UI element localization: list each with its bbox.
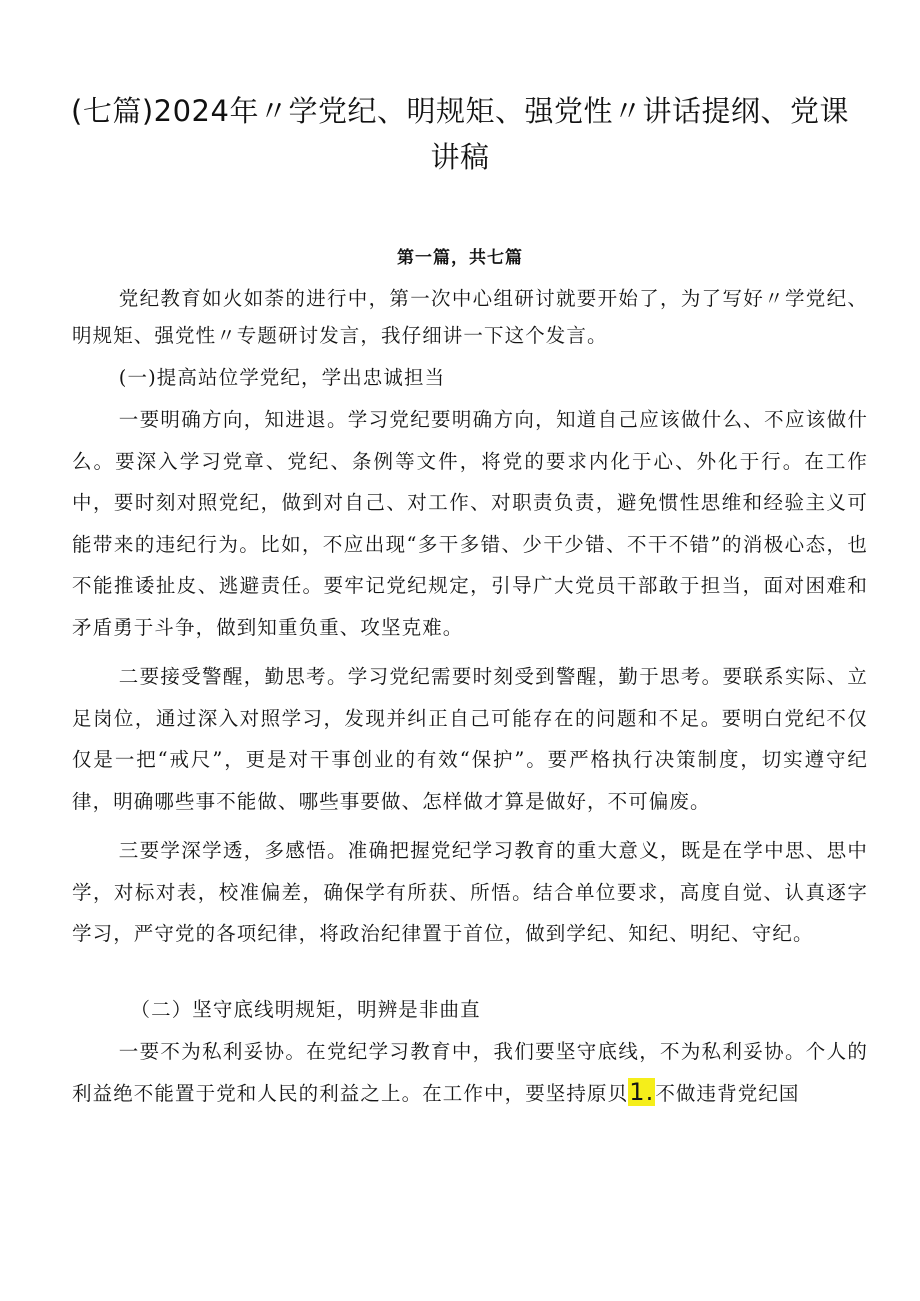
section-1-paragraph-1: 一要明确方向，知进退。学习党纪要明确方向，知道自己应该做什么、不应该做什么。要深入学习党章、党纪、条例等文件，将党的要求内化于心、外化于行。在工作中，要时刻对照党纪，做到对自己、对工作、对职责负责，避免惯性思维和经验主义可能带来的违纪行为。比如，不应出现“多干多错、少干少错、不干不错”的消极心态，也不能推诿扯皮、逃避责任。要牢记党纪规定，引导广大党员干部敢于担当，面对困难和矛盾勇于斗争，做到知重负重、攻坚克难。 [72, 408, 868, 639]
title-line-1: (七篇)2024年〃学党纪、明规矩、强党性〃讲话提纲、党课 [71, 94, 849, 128]
section-1-paragraph-2: 二要接受警醒，勤思考。学习党纪需要时刻受到警醒，勤于思考。要联系实际、立足岗位，通过深入对照学习，发现并纠正自己可能存在的问题和不足。要明白党纪不仅仅是一把“戒尺”，更是对干事创业的有效“保护”。要严格执行决策制度，切实遵守纪律，明确哪些事不能做、哪些事要做、怎样做才算是做好，不可偏废。 [72, 665, 868, 813]
section-1-heading: (一)提高站位学党纪，学出忠诚担当 [118, 366, 446, 389]
section-2-heading: （二）坚守底线明规矩，明辨是非曲直 [130, 997, 481, 1021]
section-2-paragraph-1-text-b: 不做违背党纪国 [655, 1082, 800, 1105]
document-body [72, 280, 868, 1123]
section-1-paragraph-3: 三要学深学透，多感悟。准确把握党纪学习教育的重大意义，既是在学中思、思中学，对标对表，校准偏差，确保学有所获、所悟。结合单位要求，高度自觉、认真逐字学习，严守党的各项纪律，将政治纪律置于首位，做到学纪、知纪、明纪、守纪。 [72, 839, 868, 945]
section-2-paragraph-1-text-a: 一要不为私利妥协。在党纪学习教育中，我们要坚守底线，不为私利妥协。个人的利益绝不能置于党和人民的利益之上。在工作中，要坚持原贝 [72, 1039, 868, 1105]
highlighted-list-marker: 1. [629, 1078, 655, 1106]
document-title [60, 88, 860, 180]
title-line-2: 讲稿 [430, 140, 490, 174]
section-2-paragraph-1 [72, 1031, 868, 1115]
intro-paragraph: 党纪教育如火如荼的进行中，第一次中心组研讨就要开始了，为了写好〃学党纪、明规矩、强党性〃专题研讨发言，我仔细讲一下这个发言。 [72, 287, 868, 347]
chapter-label: 第一篇，共七篇 [397, 248, 523, 268]
